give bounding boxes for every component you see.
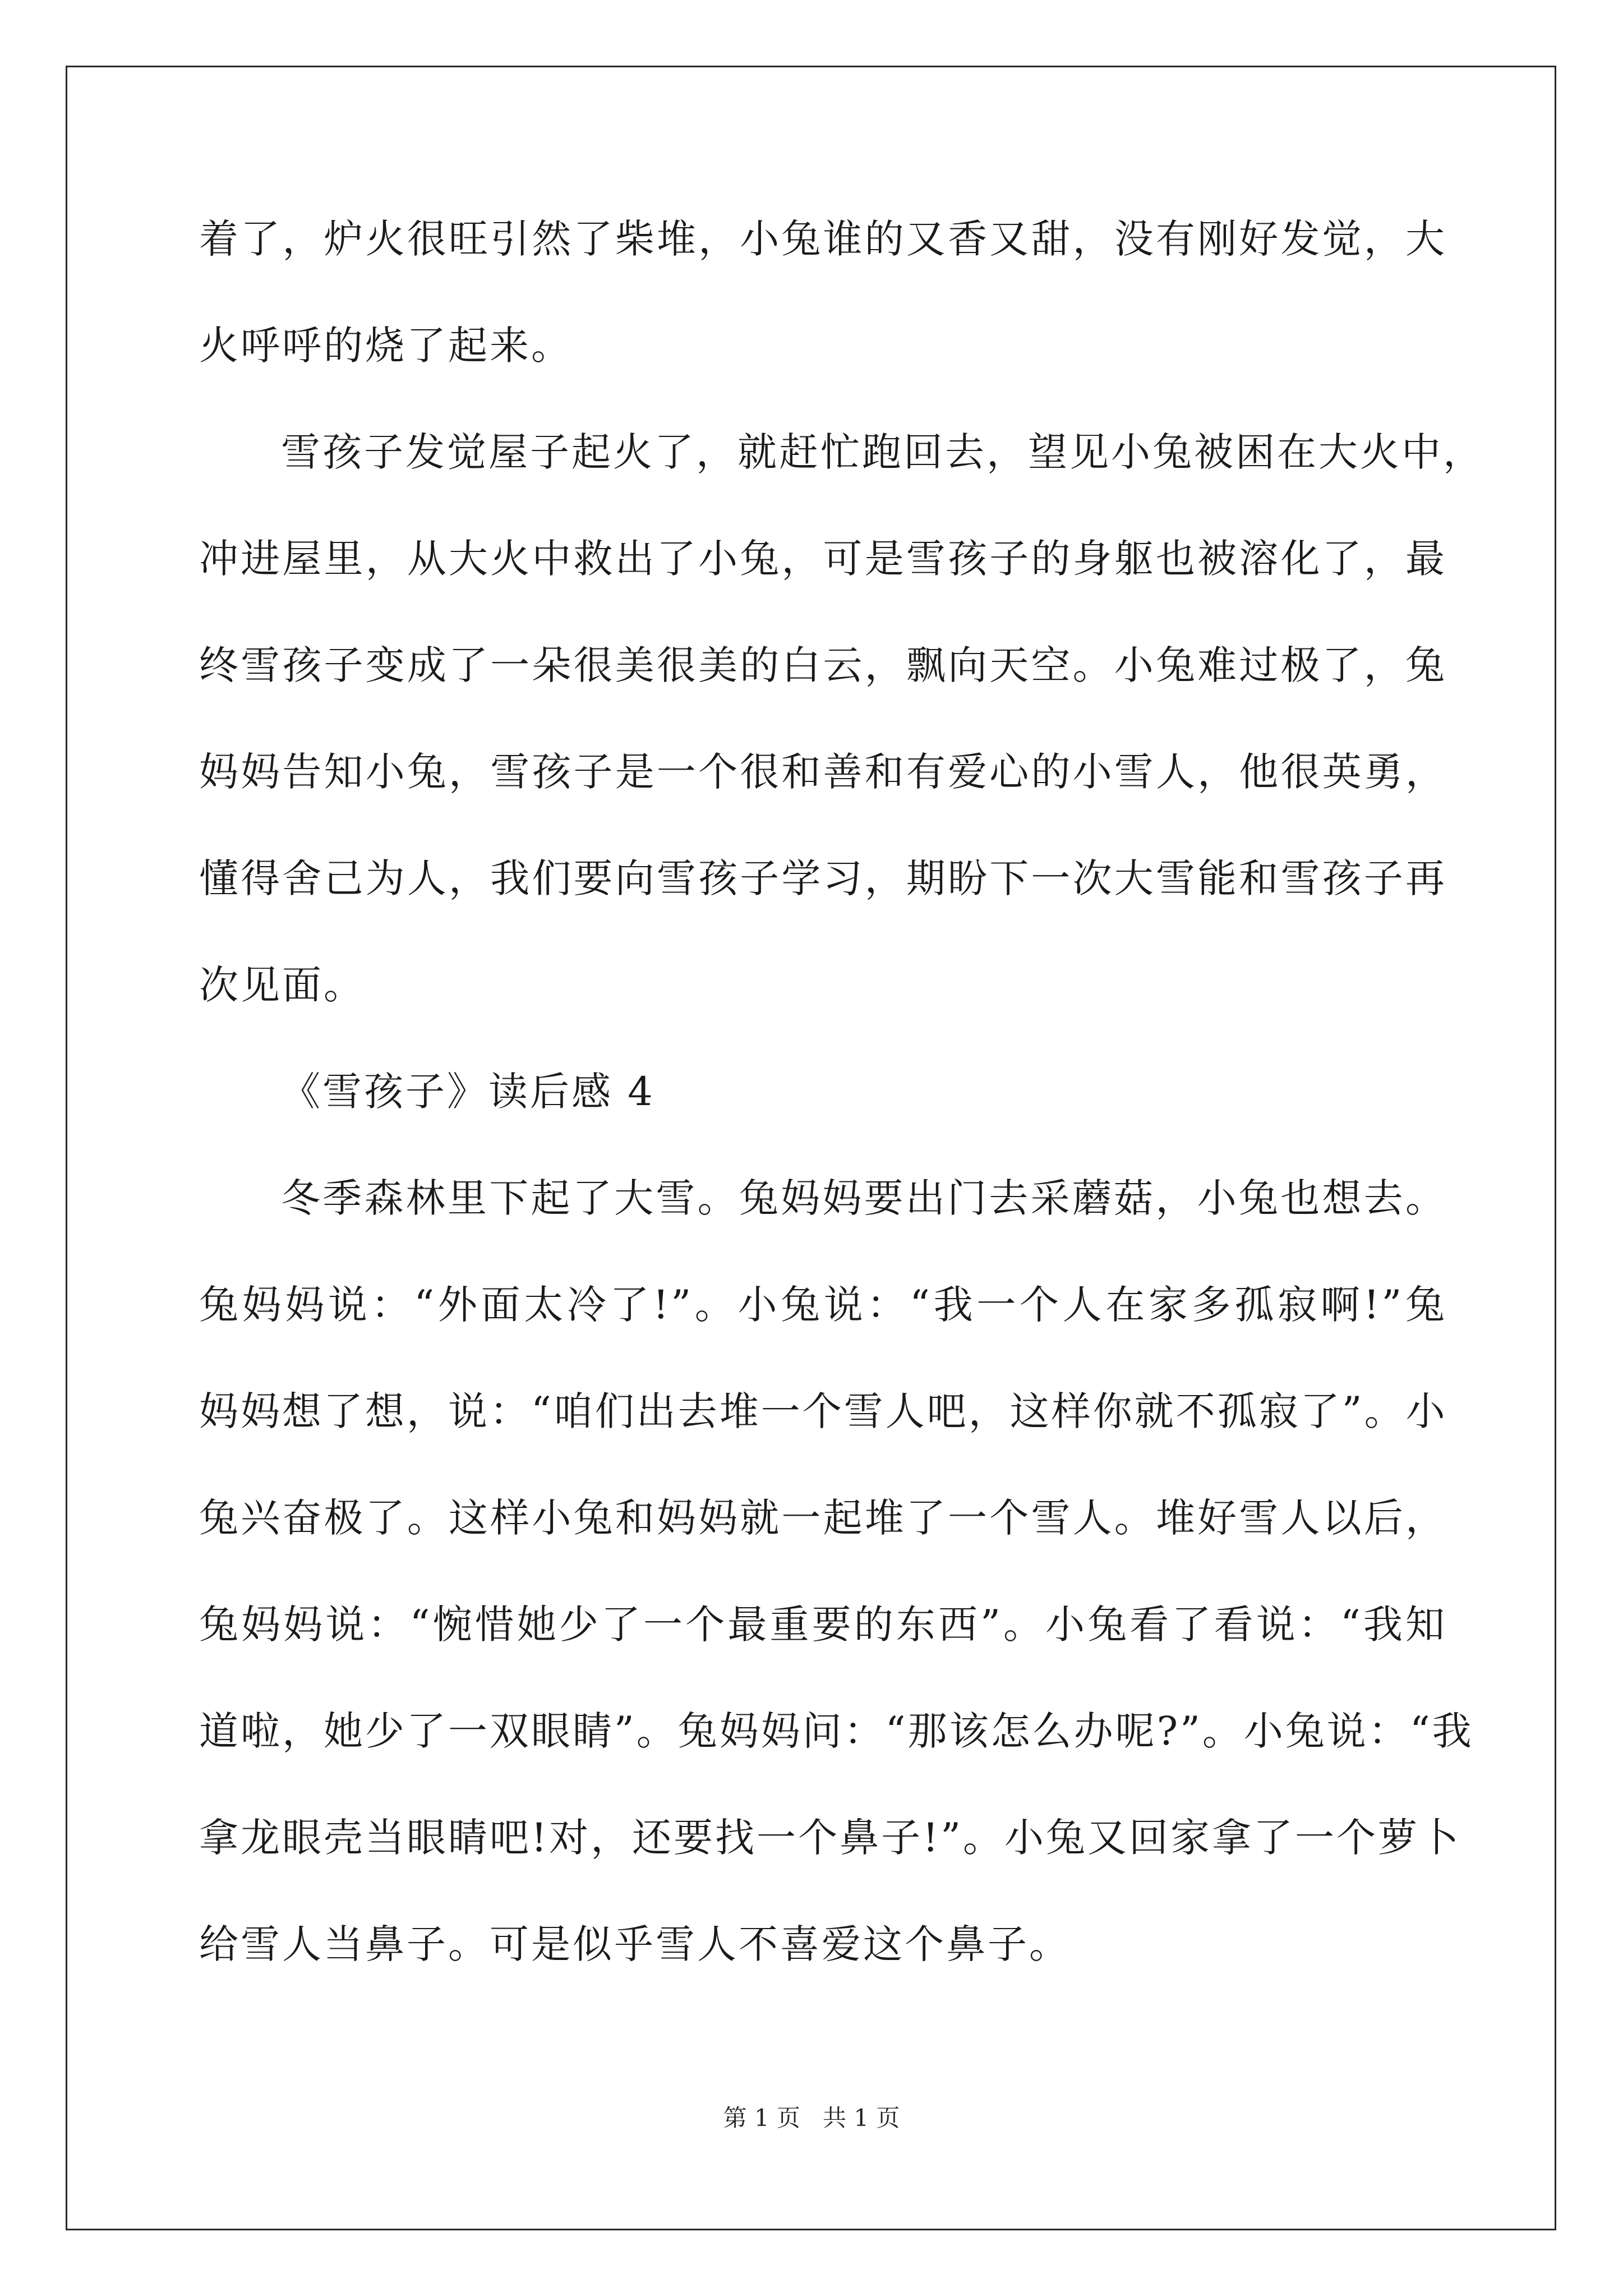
text-line: 火呼呼的烧了起来。: [199, 323, 573, 369]
page-number: 第 1 页: [723, 2104, 800, 2132]
page-total: 共 1 页: [823, 2104, 900, 2132]
text-line: 着了，炉火很旺引然了柴堆，小兔谁的又香又甜，没有刚好发觉，大: [199, 216, 1447, 262]
text-line: 《雪孩子》读后感 4: [281, 1069, 655, 1115]
document-body: [199, 212, 1484, 2024]
text-line: 懂得舍己为人，我们要向雪孩子学习，期盼下一次大雪能和雪孩子再: [199, 855, 1447, 901]
text-line: 给雪人当鼻子。可是似乎雪人不喜爱这个鼻子。: [199, 1921, 1071, 1967]
page-footer: [0, 2102, 1623, 2134]
text-line: 冬季森林里下起了大雪。兔妈妈要出门去采蘑菇，小兔也想去。: [281, 1175, 1447, 1221]
text-line: 冲进屋里，从大火中救出了小兔，可是雪孩子的身躯也被溶化了，最: [199, 536, 1447, 582]
text-line: 拿龙眼壳当眼睛吧!对，还要找一个鼻子!”。小兔又回家拿了一个萝卜: [199, 1815, 1461, 1861]
text-line: 雪孩子发觉屋子起火了，就赶忙跑回去，望见小兔被困在大火中，: [281, 429, 1484, 475]
text-line: 道啦，她少了一双眼睛”。兔妈妈问：“那该怎么办呢?”。小兔说：“我: [199, 1708, 1474, 1754]
text-line: 兔妈妈说：“惋惜她少了一个最重要的东西”。小兔看了看说：“我知: [199, 1602, 1447, 1648]
text-line: 次见面。: [199, 962, 365, 1008]
text-line: 妈妈告知小兔，雪孩子是一个很和善和有爱心的小雪人，他很英勇，: [199, 749, 1447, 795]
text-line: 兔兴奋极了。这样小兔和妈妈就一起堆了一个雪人。堆好雪人以后，: [199, 1495, 1447, 1541]
text-line: 终雪孩子变成了一朵很美很美的白云，飘向天空。小兔难过极了，兔: [199, 642, 1447, 688]
text-line: 兔妈妈说：“外面太冷了!”。小兔说：“我一个人在家多孤寂啊!”兔: [199, 1282, 1447, 1328]
text-line: 妈妈想了想，说：“咱们出去堆一个雪人吧，这样你就不孤寂了”。小: [199, 1388, 1447, 1434]
